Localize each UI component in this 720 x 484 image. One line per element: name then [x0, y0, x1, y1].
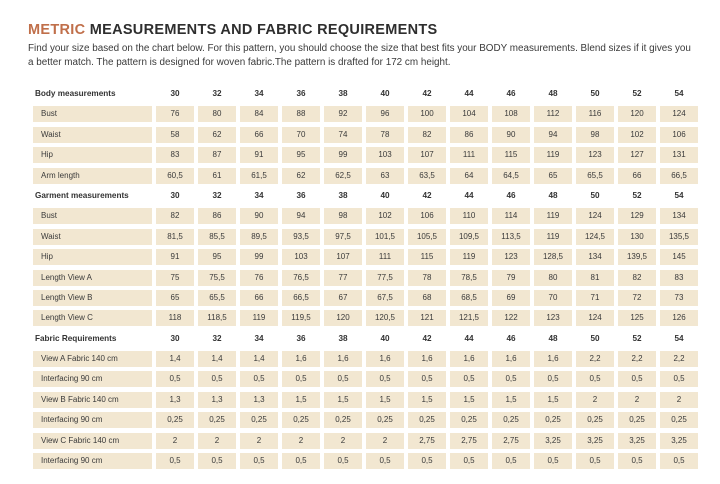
value-cell: 103 [366, 147, 404, 163]
table-row [33, 208, 695, 224]
value-cell: 86 [450, 127, 488, 143]
value-cell: 62,5 [324, 168, 362, 184]
value-cell: 78,5 [450, 270, 488, 286]
value-cell: 0,25 [324, 412, 362, 428]
row-label: Arm length [33, 168, 152, 184]
row-label: View C Fabric 140 cm [33, 433, 152, 449]
value-cell: 120 [618, 106, 656, 122]
row-label: Bust [33, 106, 152, 122]
section-header-row [33, 86, 695, 102]
value-cell: 0,5 [156, 371, 194, 387]
value-cell: 76 [156, 106, 194, 122]
row-label: Length View C [33, 310, 152, 326]
value-cell: 91 [156, 249, 194, 265]
value-cell: 1,6 [534, 351, 572, 367]
value-cell: 130 [618, 229, 656, 245]
value-cell: 66,5 [282, 290, 320, 306]
value-cell: 0,5 [450, 371, 488, 387]
value-cell: 83 [660, 270, 698, 286]
value-cell: 119 [534, 229, 572, 245]
value-cell: 123 [576, 147, 614, 163]
value-cell: 101,5 [366, 229, 404, 245]
value-cell: 66 [618, 168, 656, 184]
value-cell: 0,25 [576, 412, 614, 428]
size-column-header: 38 [338, 333, 348, 343]
table-row [33, 412, 695, 428]
value-cell: 1,3 [240, 392, 278, 408]
value-cell: 1,5 [324, 392, 362, 408]
value-cell: 2,2 [618, 351, 656, 367]
value-cell: 0,25 [408, 412, 446, 428]
value-cell: 65,5 [198, 290, 236, 306]
value-cell: 72 [618, 290, 656, 306]
size-column-header: 36 [296, 190, 306, 200]
value-cell: 1,6 [282, 351, 320, 367]
page-title-accent: METRIC [28, 22, 86, 38]
size-column-header: 54 [674, 89, 684, 98]
value-cell: 120,5 [366, 310, 404, 326]
value-cell: 109,5 [450, 229, 488, 245]
value-cell: 78 [366, 127, 404, 143]
value-cell: 82 [618, 270, 656, 286]
value-cell: 1,3 [198, 392, 236, 408]
value-cell: 86 [198, 208, 236, 224]
size-column-header: 46 [506, 333, 516, 343]
value-cell: 2 [156, 433, 194, 449]
row-label: Length View B [33, 290, 152, 306]
value-cell: 0,5 [282, 453, 320, 469]
value-cell: 64,5 [492, 168, 530, 184]
value-cell: 99 [240, 249, 278, 265]
section-header-label: Fabric Requirements [35, 333, 117, 343]
table-row [33, 249, 695, 265]
value-cell: 1,6 [492, 351, 530, 367]
value-cell: 60,5 [156, 168, 194, 184]
size-column-header: 48 [548, 89, 558, 98]
value-cell: 129 [618, 208, 656, 224]
value-cell: 85,5 [198, 229, 236, 245]
size-column-header: 44 [464, 333, 474, 343]
size-column-header: 40 [380, 89, 390, 98]
table-row [33, 453, 695, 469]
value-cell: 127 [618, 147, 656, 163]
value-cell: 91 [240, 147, 278, 163]
value-cell: 124 [576, 208, 614, 224]
row-label: View B Fabric 140 cm [33, 392, 152, 408]
value-cell: 0,5 [534, 371, 572, 387]
value-cell: 2 [324, 433, 362, 449]
value-cell: 0,5 [492, 453, 530, 469]
value-cell: 95 [198, 249, 236, 265]
value-cell: 121,5 [450, 310, 488, 326]
value-cell: 119 [534, 208, 572, 224]
value-cell: 134 [660, 208, 698, 224]
section-header-label: Garment measurements [35, 190, 129, 200]
value-cell: 0,25 [240, 412, 278, 428]
size-column-header: 38 [338, 89, 348, 98]
value-cell: 0,5 [450, 453, 488, 469]
value-cell: 78 [408, 270, 446, 286]
value-cell: 0,5 [576, 371, 614, 387]
size-column-header: 32 [212, 89, 222, 98]
value-cell: 103 [282, 249, 320, 265]
value-cell: 124 [660, 106, 698, 122]
value-cell: 3,25 [534, 433, 572, 449]
value-cell: 115 [408, 249, 446, 265]
value-cell: 1,4 [198, 351, 236, 367]
value-cell: 120 [324, 310, 362, 326]
value-cell: 0,25 [366, 412, 404, 428]
row-label: Hip [33, 147, 152, 163]
value-cell: 118,5 [198, 310, 236, 326]
size-column-header: 44 [464, 190, 474, 200]
value-cell: 124,5 [576, 229, 614, 245]
value-cell: 106 [660, 127, 698, 143]
value-cell: 0,25 [450, 412, 488, 428]
value-cell: 2,2 [660, 351, 698, 367]
value-cell: 0,5 [576, 453, 614, 469]
value-cell: 76 [240, 270, 278, 286]
row-label: Waist [33, 127, 152, 143]
value-cell: 68 [408, 290, 446, 306]
value-cell: 62 [282, 168, 320, 184]
size-column-header: 36 [296, 333, 306, 343]
table-row [33, 433, 695, 449]
value-cell: 115 [492, 147, 530, 163]
value-cell: 0,5 [408, 453, 446, 469]
size-column-header: 46 [506, 190, 516, 200]
value-cell: 0,5 [240, 453, 278, 469]
value-cell: 70 [282, 127, 320, 143]
value-cell: 0,5 [198, 453, 236, 469]
value-cell: 1,5 [534, 392, 572, 408]
value-cell: 1,6 [408, 351, 446, 367]
value-cell: 3,25 [660, 433, 698, 449]
value-cell: 1,4 [156, 351, 194, 367]
value-cell: 2 [282, 433, 320, 449]
value-cell: 87 [198, 147, 236, 163]
size-column-header: 50 [590, 89, 600, 98]
section-header-row [33, 188, 695, 204]
size-chart-table [33, 86, 695, 473]
value-cell: 90 [240, 208, 278, 224]
value-cell: 92 [324, 106, 362, 122]
value-cell: 95 [282, 147, 320, 163]
page-title [28, 22, 438, 38]
value-cell: 0,25 [156, 412, 194, 428]
value-cell: 0,5 [366, 453, 404, 469]
value-cell: 2 [618, 392, 656, 408]
size-column-header: 50 [590, 190, 600, 200]
value-cell: 62 [198, 127, 236, 143]
value-cell: 2 [576, 392, 614, 408]
value-cell: 0,5 [534, 453, 572, 469]
value-cell: 3,25 [576, 433, 614, 449]
value-cell: 67,5 [366, 290, 404, 306]
value-cell: 139,5 [618, 249, 656, 265]
size-column-header: 32 [212, 333, 222, 343]
size-column-header: 52 [632, 333, 642, 343]
value-cell: 128,5 [534, 249, 572, 265]
size-column-header: 32 [212, 190, 222, 200]
value-cell: 2 [366, 433, 404, 449]
value-cell: 111 [366, 249, 404, 265]
value-cell: 66,5 [660, 168, 698, 184]
value-cell: 61,5 [240, 168, 278, 184]
value-cell: 100 [408, 106, 446, 122]
value-cell: 81,5 [156, 229, 194, 245]
value-cell: 119,5 [282, 310, 320, 326]
value-cell: 0,5 [324, 371, 362, 387]
size-column-header: 48 [548, 190, 558, 200]
value-cell: 0,5 [282, 371, 320, 387]
value-cell: 1,5 [450, 392, 488, 408]
value-cell: 80 [198, 106, 236, 122]
size-column-header: 46 [506, 89, 516, 98]
value-cell: 107 [408, 147, 446, 163]
value-cell: 122 [492, 310, 530, 326]
value-cell: 131 [660, 147, 698, 163]
value-cell: 2,75 [450, 433, 488, 449]
value-cell: 119 [450, 249, 488, 265]
value-cell: 106 [408, 208, 446, 224]
value-cell: 1,5 [492, 392, 530, 408]
value-cell: 63,5 [408, 168, 446, 184]
table-row [33, 106, 695, 122]
value-cell: 107 [324, 249, 362, 265]
row-label: Hip [33, 249, 152, 265]
size-column-header: 34 [254, 89, 264, 98]
size-column-header: 48 [548, 333, 558, 343]
size-column-header: 54 [674, 190, 684, 200]
value-cell: 0,5 [240, 371, 278, 387]
value-cell: 69 [492, 290, 530, 306]
value-cell: 119 [534, 147, 572, 163]
value-cell: 2,2 [576, 351, 614, 367]
value-cell: 118 [156, 310, 194, 326]
value-cell: 134 [576, 249, 614, 265]
value-cell: 1,5 [282, 392, 320, 408]
value-cell: 65 [156, 290, 194, 306]
value-cell: 0,5 [618, 371, 656, 387]
value-cell: 63 [366, 168, 404, 184]
table-row [33, 127, 695, 143]
value-cell: 81 [576, 270, 614, 286]
value-cell: 84 [240, 106, 278, 122]
value-cell: 1,4 [240, 351, 278, 367]
size-column-header: 30 [170, 190, 180, 200]
value-cell: 76,5 [282, 270, 320, 286]
value-cell: 125 [618, 310, 656, 326]
value-cell: 0,25 [660, 412, 698, 428]
value-cell: 2 [660, 392, 698, 408]
value-cell: 65 [534, 168, 572, 184]
table-row [33, 229, 695, 245]
table-row [33, 371, 695, 387]
value-cell: 1,3 [156, 392, 194, 408]
value-cell: 0,25 [534, 412, 572, 428]
value-cell: 0,5 [324, 453, 362, 469]
value-cell: 0,5 [366, 371, 404, 387]
row-label: Length View A [33, 270, 152, 286]
value-cell: 1,5 [366, 392, 404, 408]
row-label: Interfacing 90 cm [33, 412, 152, 428]
value-cell: 71 [576, 290, 614, 306]
value-cell: 94 [282, 208, 320, 224]
value-cell: 0,5 [492, 371, 530, 387]
section-header-label: Body measurements [35, 89, 116, 98]
table-row [33, 392, 695, 408]
value-cell: 98 [324, 208, 362, 224]
row-label: View A Fabric 140 cm [33, 351, 152, 367]
size-column-header: 30 [170, 333, 180, 343]
value-cell: 79 [492, 270, 530, 286]
value-cell: 102 [366, 208, 404, 224]
value-cell: 2 [240, 433, 278, 449]
value-cell: 124 [576, 310, 614, 326]
value-cell: 77,5 [366, 270, 404, 286]
value-cell: 119 [240, 310, 278, 326]
value-cell: 96 [366, 106, 404, 122]
value-cell: 77 [324, 270, 362, 286]
value-cell: 116 [576, 106, 614, 122]
value-cell: 0,25 [198, 412, 236, 428]
value-cell: 102 [618, 127, 656, 143]
table-row [33, 310, 695, 326]
size-column-header: 42 [422, 333, 432, 343]
value-cell: 2 [198, 433, 236, 449]
value-cell: 88 [282, 106, 320, 122]
value-cell: 123 [534, 310, 572, 326]
table-row [33, 290, 695, 306]
row-label: Interfacing 90 cm [33, 453, 152, 469]
value-cell: 74 [324, 127, 362, 143]
value-cell: 99 [324, 147, 362, 163]
size-column-header: 42 [422, 190, 432, 200]
value-cell: 1,6 [366, 351, 404, 367]
value-cell: 145 [660, 249, 698, 265]
value-cell: 65,5 [576, 168, 614, 184]
row-label: Interfacing 90 cm [33, 371, 152, 387]
value-cell: 97,5 [324, 229, 362, 245]
size-column-header: 36 [296, 89, 306, 98]
value-cell: 2,75 [492, 433, 530, 449]
value-cell: 114 [492, 208, 530, 224]
value-cell: 3,25 [618, 433, 656, 449]
value-cell: 83 [156, 147, 194, 163]
value-cell: 82 [156, 208, 194, 224]
size-column-header: 40 [380, 190, 390, 200]
value-cell: 110 [450, 208, 488, 224]
size-column-header: 34 [254, 190, 264, 200]
value-cell: 82 [408, 127, 446, 143]
section-header-row [33, 331, 695, 347]
size-column-header: 40 [380, 333, 390, 343]
value-cell: 75,5 [198, 270, 236, 286]
value-cell: 0,25 [282, 412, 320, 428]
value-cell: 123 [492, 249, 530, 265]
table-row [33, 147, 695, 163]
value-cell: 1,6 [324, 351, 362, 367]
value-cell: 1,5 [408, 392, 446, 408]
value-cell: 66 [240, 290, 278, 306]
value-cell: 104 [450, 106, 488, 122]
size-column-header: 54 [674, 333, 684, 343]
size-column-header: 44 [464, 89, 474, 98]
value-cell: 121 [408, 310, 446, 326]
value-cell: 2,75 [408, 433, 446, 449]
value-cell: 70 [534, 290, 572, 306]
size-column-header: 52 [632, 89, 642, 98]
value-cell: 80 [534, 270, 572, 286]
value-cell: 113,5 [492, 229, 530, 245]
row-label: Waist [33, 229, 152, 245]
intro-text: Find your size based on the chart below. For this pattern, you should choose the size that best fits your BODY measurements. Blend sizes if it gives you a better match. The pattern is designed for woven fabric.The pattern is drafted for 172 cm height. [28, 43, 691, 68]
value-cell: 0,5 [660, 371, 698, 387]
value-cell: 0,5 [618, 453, 656, 469]
value-cell: 93,5 [282, 229, 320, 245]
value-cell: 108 [492, 106, 530, 122]
value-cell: 0,25 [618, 412, 656, 428]
value-cell: 58 [156, 127, 194, 143]
size-column-header: 52 [632, 190, 642, 200]
table-row [33, 270, 695, 286]
size-column-header: 34 [254, 333, 264, 343]
value-cell: 68,5 [450, 290, 488, 306]
row-label: Bust [33, 208, 152, 224]
size-column-header: 50 [590, 333, 600, 343]
table-row [33, 168, 695, 184]
value-cell: 61 [198, 168, 236, 184]
value-cell: 0,25 [492, 412, 530, 428]
value-cell: 126 [660, 310, 698, 326]
value-cell: 0,5 [660, 453, 698, 469]
value-cell: 89,5 [240, 229, 278, 245]
value-cell: 67 [324, 290, 362, 306]
value-cell: 64 [450, 168, 488, 184]
value-cell: 135,5 [660, 229, 698, 245]
value-cell: 0,5 [156, 453, 194, 469]
table-row [33, 351, 695, 367]
value-cell: 94 [534, 127, 572, 143]
value-cell: 73 [660, 290, 698, 306]
size-column-header: 42 [422, 89, 432, 98]
value-cell: 75 [156, 270, 194, 286]
size-column-header: 38 [338, 190, 348, 200]
value-cell: 66 [240, 127, 278, 143]
value-cell: 98 [576, 127, 614, 143]
value-cell: 112 [534, 106, 572, 122]
size-column-header: 30 [170, 89, 180, 98]
value-cell: 90 [492, 127, 530, 143]
value-cell: 1,6 [450, 351, 488, 367]
value-cell: 0,5 [408, 371, 446, 387]
value-cell: 105,5 [408, 229, 446, 245]
page-title-rest: MEASUREMENTS AND FABRIC REQUIREMENTS [85, 22, 438, 38]
value-cell: 0,5 [198, 371, 236, 387]
value-cell: 111 [450, 147, 488, 163]
